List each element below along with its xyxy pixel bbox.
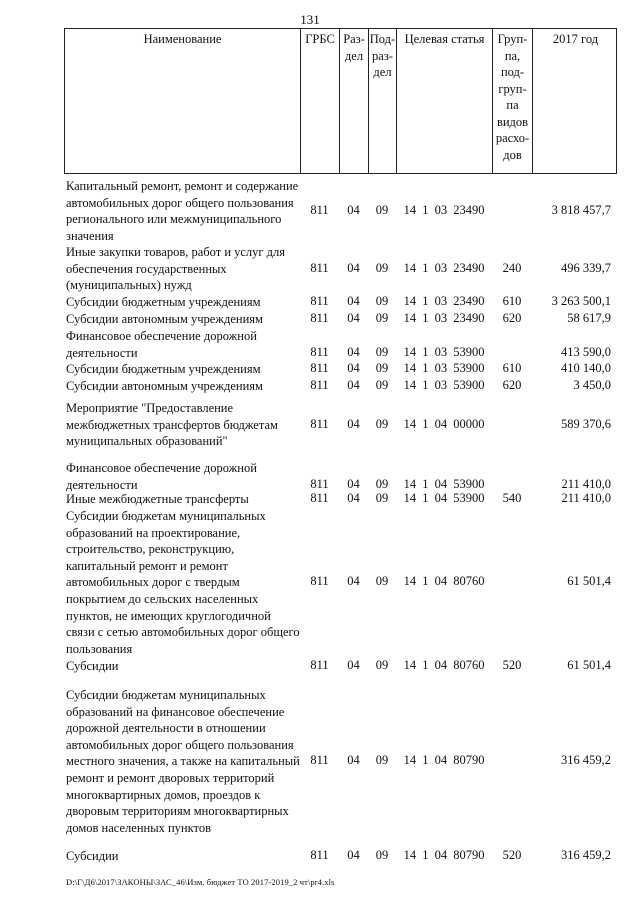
table-row bbox=[64, 361, 617, 378]
cell-amount: 413 590,0 bbox=[561, 344, 611, 359]
cell-group: 540 bbox=[502, 491, 522, 505]
cell-razdel: 04 bbox=[347, 294, 360, 308]
header-razdel: Раз- дел bbox=[340, 29, 369, 173]
cell-grbs: 811 bbox=[310, 491, 329, 505]
cell-amount: 316 459,2 bbox=[561, 753, 611, 768]
cell-razdel: 04 bbox=[347, 202, 360, 217]
cell-amount: 316 459,2 bbox=[561, 848, 611, 862]
cell-razdel: 04 bbox=[347, 848, 360, 862]
row-name: Финансовое обеспечение дорожной деятельности bbox=[66, 461, 257, 492]
cell-grbs: 811 bbox=[310, 416, 329, 431]
table-row bbox=[64, 508, 617, 657]
row-name: Капитальный ремонт, ремонт и содержание автомобильных дорог общего пользования регионального или межмуниципального значения bbox=[66, 179, 299, 243]
row-name: Иные закупки товаров, работ и услуг для обеспечения государственных (муниципальных) нужд bbox=[66, 245, 286, 293]
cell-razdel: 04 bbox=[347, 344, 360, 359]
cell-grbs: 811 bbox=[310, 294, 329, 308]
cell-podrazdel: 09 bbox=[375, 361, 389, 375]
cell-grbs: 811 bbox=[310, 378, 329, 392]
cell-group: 610 bbox=[502, 294, 522, 308]
cell-group: 520 bbox=[502, 848, 522, 862]
cell-razdel: 04 bbox=[347, 476, 360, 491]
cell-razdel: 04 bbox=[347, 260, 360, 275]
table-row bbox=[64, 178, 617, 244]
table-row bbox=[64, 491, 617, 508]
cell-amount: 496 339,7 bbox=[561, 260, 611, 275]
row-name: Субсидии автономным учреждениям bbox=[66, 379, 263, 393]
cell-target: 14 1 03 53900 bbox=[403, 378, 485, 392]
cell-target: 14 1 03 23490 bbox=[403, 202, 485, 217]
table-row bbox=[64, 328, 617, 361]
cell-target: 14 1 04 53900 bbox=[403, 476, 485, 491]
row-name: Субсидии бюджетным учреждениям bbox=[66, 295, 261, 309]
row-name: Субсидии bbox=[66, 849, 119, 863]
table-row bbox=[64, 687, 617, 836]
cell-podrazdel: 09 bbox=[375, 311, 389, 325]
cell-podrazdel: 09 bbox=[375, 753, 389, 768]
cell-grbs: 811 bbox=[310, 344, 329, 359]
cell-amount: 410 140,0 bbox=[561, 361, 611, 375]
table-row bbox=[64, 311, 617, 328]
cell-razdel: 04 bbox=[347, 378, 360, 392]
cell-podrazdel: 09 bbox=[375, 294, 389, 308]
cell-grbs: 811 bbox=[310, 753, 329, 768]
row-name: Мероприятие "Предоставление межбюджетных трансфертов бюджетам муниципальных образований" bbox=[66, 401, 278, 449]
cell-amount: 211 410,0 bbox=[561, 491, 611, 505]
cell-razdel: 04 bbox=[347, 416, 360, 431]
table-row bbox=[64, 400, 617, 450]
cell-target: 14 1 03 53900 bbox=[403, 361, 485, 375]
row-name: Субсидии бюджетам муниципальных образований на проектирование, строительство, реконструкцию, капитальный ремонт и ремонт автомобильных дорог с твердым покрытием до сельских населенных пунктов, не имеющих круглогодичной связи с сетью автомобильных дорог общего пользования bbox=[66, 509, 300, 656]
cell-amount: 211 410,0 bbox=[561, 476, 611, 491]
cell-amount: 58 617,9 bbox=[567, 311, 611, 325]
cell-amount: 3 450,0 bbox=[573, 378, 611, 392]
row-name: Субсидии бюджетным учреждениям bbox=[66, 362, 261, 376]
cell-podrazdel: 09 bbox=[375, 476, 389, 491]
page-number: 131 bbox=[300, 12, 320, 27]
table-header bbox=[64, 28, 617, 174]
cell-group: 520 bbox=[502, 658, 522, 672]
cell-amount: 589 370,6 bbox=[561, 416, 611, 431]
cell-razdel: 04 bbox=[347, 491, 360, 505]
cell-target: 14 1 04 80790 bbox=[403, 848, 485, 862]
row-name: Иные межбюджетные трансферты bbox=[66, 492, 249, 506]
cell-target: 14 1 04 80760 bbox=[403, 658, 485, 672]
header-year: 2017 год bbox=[552, 32, 599, 46]
cell-group: 620 bbox=[502, 378, 522, 392]
cell-podrazdel: 09 bbox=[375, 378, 389, 392]
cell-amount: 3 818 457,7 bbox=[551, 202, 611, 217]
table-row bbox=[64, 378, 617, 395]
cell-group: 240 bbox=[502, 260, 522, 275]
row-name: Субсидии bbox=[66, 659, 119, 673]
cell-target: 14 1 04 00000 bbox=[403, 416, 485, 431]
table-row bbox=[64, 658, 617, 675]
cell-podrazdel: 09 bbox=[375, 344, 389, 359]
cell-target: 14 1 04 53900 bbox=[403, 491, 485, 505]
header-group: Груп- па, под- груп- па видов расхо- дов bbox=[493, 29, 533, 173]
cell-target: 14 1 04 80790 bbox=[403, 753, 485, 768]
cell-grbs: 811 bbox=[310, 658, 329, 672]
header-name: Наименование bbox=[65, 29, 301, 173]
cell-amount: 61 501,4 bbox=[567, 658, 611, 672]
header-target: Целевая статья bbox=[397, 29, 493, 173]
cell-grbs: 811 bbox=[310, 848, 329, 862]
cell-grbs: 811 bbox=[310, 361, 329, 375]
cell-razdel: 04 bbox=[347, 311, 360, 325]
cell-target: 14 1 03 23490 bbox=[403, 311, 485, 325]
cell-grbs: 811 bbox=[310, 476, 329, 491]
cell-grbs: 811 bbox=[310, 574, 329, 589]
cell-podrazdel: 09 bbox=[375, 202, 389, 217]
cell-razdel: 04 bbox=[347, 753, 360, 768]
cell-podrazdel: 09 bbox=[375, 260, 389, 275]
cell-target: 14 1 03 23490 bbox=[403, 294, 485, 308]
cell-group: 620 bbox=[502, 311, 522, 325]
cell-amount: 61 501,4 bbox=[567, 574, 611, 589]
cell-amount: 3 263 500,1 bbox=[551, 294, 611, 308]
cell-grbs: 811 bbox=[310, 202, 329, 217]
header-podrazdel: Под- раз- дел bbox=[369, 29, 397, 173]
table-row bbox=[64, 294, 617, 311]
cell-group: 610 bbox=[502, 361, 522, 375]
cell-target: 14 1 03 53900 bbox=[403, 344, 485, 359]
header-grbs: ГРБС bbox=[301, 29, 340, 173]
row-name: Финансовое обеспечение дорожной деятельности bbox=[66, 329, 257, 360]
table-row bbox=[64, 848, 617, 865]
cell-podrazdel: 09 bbox=[375, 658, 389, 672]
cell-razdel: 04 bbox=[347, 658, 360, 672]
cell-razdel: 04 bbox=[347, 361, 360, 375]
cell-grbs: 811 bbox=[310, 260, 329, 275]
cell-podrazdel: 09 bbox=[375, 491, 389, 505]
cell-target: 14 1 03 23490 bbox=[403, 260, 485, 275]
row-name: Субсидии автономным учреждениям bbox=[66, 312, 263, 326]
cell-podrazdel: 09 bbox=[375, 416, 389, 431]
cell-grbs: 811 bbox=[310, 311, 329, 325]
cell-podrazdel: 09 bbox=[375, 574, 389, 589]
table-row bbox=[64, 244, 617, 294]
cell-podrazdel: 09 bbox=[375, 848, 389, 862]
cell-razdel: 04 bbox=[347, 574, 360, 589]
cell-target: 14 1 04 80760 bbox=[403, 574, 485, 589]
file-path-footer: D:\Г\Д6\2017\ЗАКОНЫ\ЗАС_46\Изм. бюджет ТО 2017-2019_2 чт\pr4.xls bbox=[66, 877, 335, 887]
row-name: Субсидии бюджетам муниципальных образований на финансовое обеспечение дорожной деятельности в отношении автомобильных дорог общего пользования местного значения, а также на капитальный ремонт и ремонт дворовых территорий многоквартирных домов, проездов к дворовым территориям многоквартирных домов населенных пунктов bbox=[66, 688, 300, 835]
table-row bbox=[64, 460, 617, 493]
